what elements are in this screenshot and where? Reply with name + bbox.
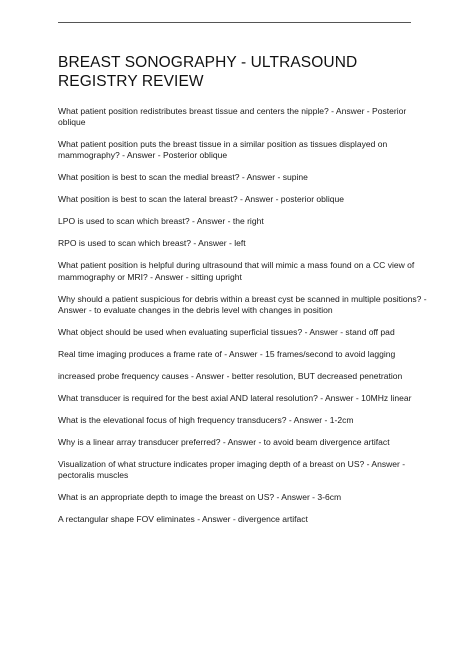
qa-item: What position is best to scan the lateral breast? - Answer - posterior oblique <box>58 194 344 205</box>
qa-item: What position is best to scan the medial breast? - Answer - supine <box>58 172 308 183</box>
qa-item: LPO is used to scan which breast? - Answer - the right <box>58 216 264 227</box>
header-rule <box>58 22 411 23</box>
qa-item: What patient position redistributes breast tissue and centers the nipple? - Answer - Posterior oblique <box>58 106 407 128</box>
qa-item: Visualization of what structure indicates proper imaging depth of a breast on US? - Answer - pectoralis muscles <box>58 458 406 481</box>
qa-item: What transducer is required for the best axial AND lateral resolution? - Answer - 10MHz linear <box>58 392 412 403</box>
qa-item: What is an appropriate depth to image the breast on US? - Answer - 3-6cm <box>58 492 342 503</box>
qa-item: What is the elevational focus of high frequency transducers? - Answer - 1-2cm <box>58 414 354 425</box>
qa-item: A rectangular shape FOV eliminates - Answer - divergence artifact <box>58 514 308 525</box>
qa-item: increased probe frequency causes - Answer - better resolution, BUT decreased penetration <box>58 370 403 381</box>
qa-list <box>58 106 432 536</box>
qa-item: Why should a patient suspicious for debris within a breast cyst be scanned in multiple positions? - Answer - to evaluate changes in the debris level with changes in position <box>58 293 427 315</box>
document-title: BREAST SONOGRAPHY - ULTRASOUND REGISTRY REVIEW <box>58 54 358 90</box>
qa-item: Why is a linear array transducer preferred? - Answer - to avoid beam divergence artifact <box>58 436 390 447</box>
qa-item: What object should be used when evaluating superficial tissues? - Answer - stand off pad <box>58 326 395 337</box>
qa-item: RPO is used to scan which breast? - Answer - left <box>58 238 246 249</box>
qa-item: What patient position puts the breast tissue in a similar position as tissues displayed on mammography? - Answer - Posterior oblique <box>58 139 388 161</box>
qa-item: Real time imaging produces a frame rate of - Answer - 15 frames/second to avoid lagging <box>58 348 396 359</box>
qa-item: What patient position is helpful during ultrasound that will mimic a mass found on a CC view of mammography or MRI? - Answer - sitting upright <box>58 260 415 282</box>
